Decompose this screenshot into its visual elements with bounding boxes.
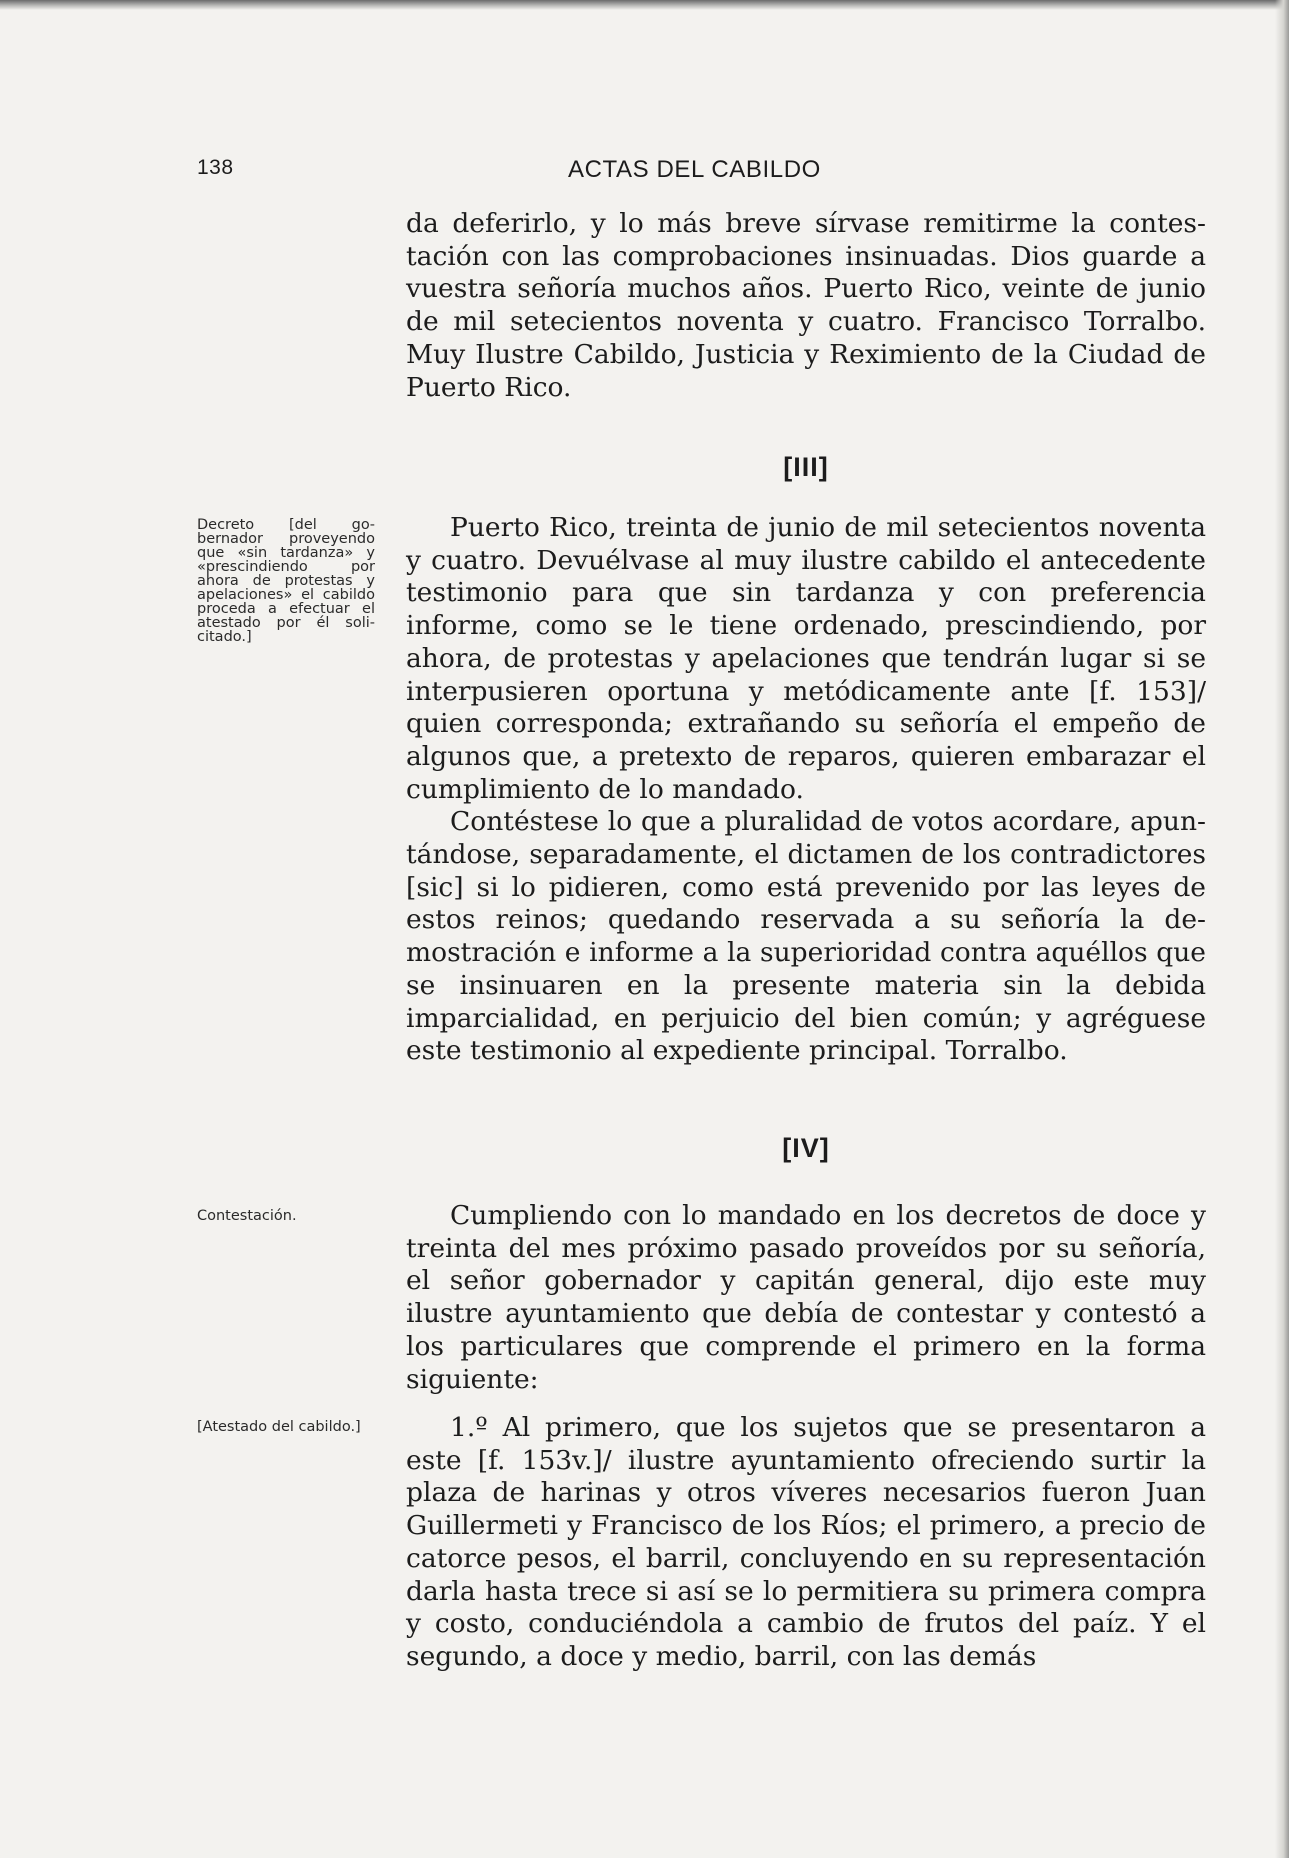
section-iv-paragraph-2: 1.º Al primero, que los sujetos que se presentaron a este [f. 153v.]/ ilustre ayuntamiento ofreciendo surtir la plaza de harinas y otros víveres necesarios fueron Juan Guillermeti y Francisco de los Ríos; el primero, a precio de catorce pesos, el barril, concluyendo en su representación darla hasta trece si así se lo permitiera su primera compra y costo, conduciéndola a cambio de frutos del paíz. Y el segundo, a doce y medio, barril, con las demás xyxy=(406,1412,1206,1672)
opening-paragraph-block xyxy=(406,208,1206,404)
section-iv-paragraph-1: Cumpliendo con lo mandado en los decretos de doce y treinta del mes próximo pasado proveídos por su señoría, el señor gobernador y capitán general, dijo este muy ilustre ayuntamiento que debía de contestar y contestó a los particulares que comprende el primero en la forma siguiente: xyxy=(406,1200,1206,1395)
page-right-shadow xyxy=(1275,0,1289,1858)
section-number-iv: [IV] xyxy=(782,1133,830,1163)
margin-note-decreto: Decreto [del gobernador proveyendo que «sin tardanza» y «prescindiendo por ahora de protestas y apelaciones» el cabildo proceda a efectuar el atestado por él solicitado.] xyxy=(197,517,375,645)
running-head: ACTAS DEL CABILDO xyxy=(568,156,821,183)
section-iii-body xyxy=(406,512,1206,1068)
section-iv-body-part-1 xyxy=(406,1200,1206,1396)
page-number: 138 xyxy=(197,156,234,179)
section-iv-body-part-2 xyxy=(406,1412,1206,1674)
page-top-shadow xyxy=(0,0,1289,10)
section-iii-heading-block xyxy=(406,452,1206,492)
margin-note-contestacion: Contestación. xyxy=(197,1208,297,1224)
opening-paragraph: da deferirlo, y lo más breve sírvase remitirme la contestación con las comprobaciones insinuadas. Dios guarde a vuestra señoría muchos años. Puerto Rico, veinte de junio de mil setecientos noventa y cuatro. Francisco Torralbo. Muy Ilustre Cabildo, Justicia y Reximiento de la Ciudad de Puerto Rico. xyxy=(406,208,1206,403)
section-iii-paragraph-1: Puerto Rico, treinta de junio de mil setecientos noventa y cuatro. Devuélvase al muy ilustre cabildo el antecedente testimonio para que sin tardanza y con preferencia informe, como se le tiene ordenado, prescindiendo, por ahora, de protestas y apelaciones que tendrán lugar si se interpusieren oportuna y metódicamente ante [f. 153]/ quien corresponda; extrañando su señoría el empeño de algunos que, a pretexto de reparos, quieren embarazar el cumplimiento de lo mandado. xyxy=(406,512,1206,805)
section-iii-paragraph-2: Contéstese lo que a pluralidad de votos acordare, apuntándose, separadamente, el dictamen de los contradictores [sic] si lo pidieren, como está prevenido por las leyes de estos reinos; quedando reservada a su señoría la demostración e informe a la superioridad contra aquéllos que se insinuaren en la presente materia sin la debida imparcialidad, en perjuicio del bien común; y agréguese este testimonio al expediente principal. Torralbo. xyxy=(406,806,1206,1067)
section-number-iii: [III] xyxy=(783,452,829,482)
section-iv-heading-block xyxy=(406,1133,1206,1173)
margin-note-atestado: [Atestado del cabildo.] xyxy=(197,1419,361,1435)
